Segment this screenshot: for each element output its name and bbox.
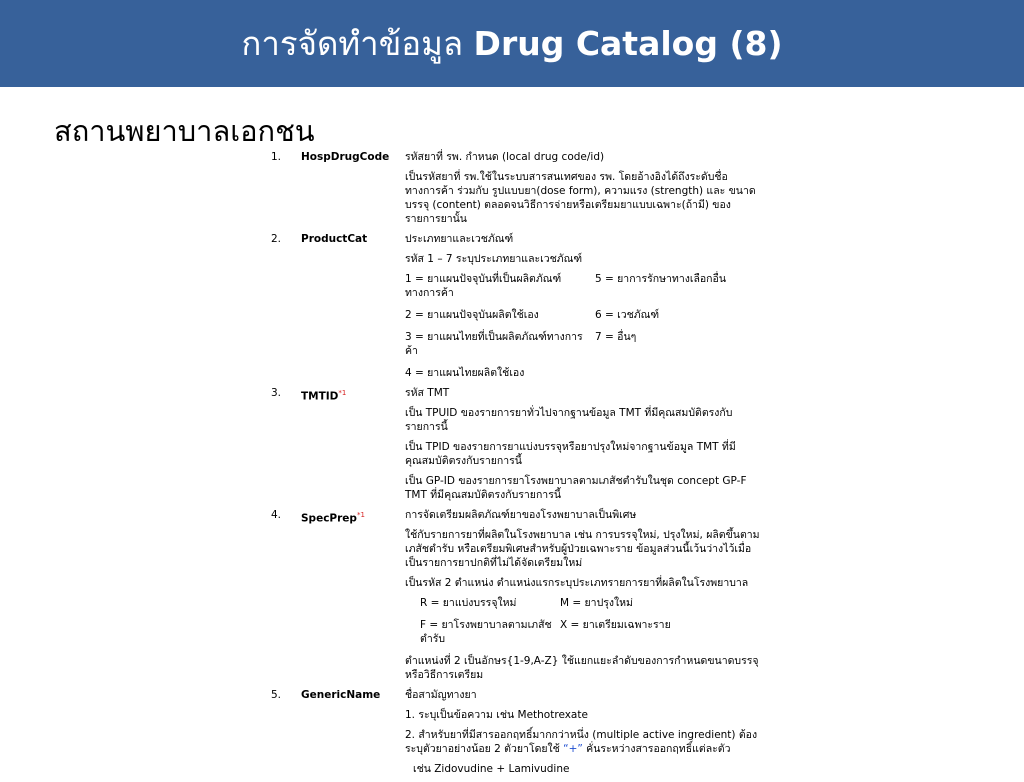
code-table — [405, 596, 761, 646]
list-item — [271, 688, 761, 776]
code-entry: 3 = ยาแผนไทยที่เป็นผลิตภัณฑ์ทางการค้า — [405, 331, 583, 357]
code-entry — [595, 366, 755, 380]
section-subtitle: สถานพยาบาลเอกชน — [54, 114, 315, 148]
field-detail: รหัส 1 – 7 ระบุประเภทยาและเวชภัณฑ์ — [405, 253, 583, 265]
field-detail: ใช้กับรายการยาที่ผลิตในโรงพยาบาล เช่น การบรรจุใหม่, ปรุงใหม่, ผลิตขึ้นตามเภสัชตำรับ หรือเตรียมพิเศษสำหรับผู้ป่วยเฉพาะราย ข้อมูลส่วนนี้เว้นว่างไว้เมื่อเป็นรายการยาปกติที่ไม่ได้จัดเตรียมใหม่ — [405, 529, 760, 569]
detail-text: คั่นระหว่างสารออกฤทธิ์แต่ละตัว — [582, 743, 731, 755]
code-entry: 1 = ยาแผนปัจจุบันที่เป็นผลิตภัณฑ์ทางการค้า — [405, 273, 562, 299]
field-example: เช่น Zidovudine + Lamivudine — [413, 763, 570, 775]
code-entry: F = ยาโรงพยาบาลตามเภสัชตำรับ — [420, 619, 552, 645]
field-detail: เป็น GP-ID ของรายการยาโรงพยาบาลตามเภสัชตำรับในชุด concept GP-F TMT ที่มีคุณสมบัติตรงกับรายการนี้ — [405, 475, 747, 501]
title-prefix: การจัดทำข้อมูล — [241, 24, 474, 63]
footnote-marker: *1 — [356, 511, 365, 519]
item-number: 4. — [271, 509, 282, 521]
field-description: รหัสยาที่ รพ. กำหนด (local drug code/id) — [405, 151, 605, 163]
field-name-text: TMTID — [301, 390, 339, 403]
field-detail: เป็นรหัสยาที่ รพ.ใช้ในระบบสารสนเทศของ รพ. โดยอ้างอิงได้ถึงระดับชื่อทางการค้า ร่วมกับ รูปแบบยา(dose form), ความแรง (strength) และ ขนาดบรรจุ (content) ตลอดจนวิธีการจ่ายหรือเตรียมยาแบบเฉพาะ(ถ้ามี) ของรายการยานั้น — [405, 171, 756, 225]
code-entry: 5 = ยาการรักษาทางเลือกอื่น — [595, 273, 727, 285]
code-entry: 6 = เวชภัณฑ์ — [595, 309, 660, 321]
field-detail: เป็น TPUID ของรายการยาทั่วไปจากฐานข้อมูล TMT ที่มีคุณสมบัติตรงกับรายการนี้ — [405, 407, 733, 433]
header-bar — [0, 0, 1024, 87]
field-description: การจัดเตรียมผลิตภัณฑ์ยาของโรงพยาบาลเป็นพิเศษ — [405, 509, 637, 521]
field-name-text: SpecPrep — [301, 512, 357, 525]
field-name — [301, 386, 346, 404]
field-detail: 1. ระบุเป็นข้อความ เช่น Methotrexate — [405, 709, 588, 721]
list-item — [271, 232, 761, 380]
field-detail — [405, 728, 761, 756]
detail-text: 2. สำหรับยาที่มีสารออกฤทธิ์มากกว่าหนึ่ง (multiple active ingredient) ต้องระบุตัวยาอย่างน้อย 2 ตัวยาโดยใช้ — [405, 729, 758, 755]
code-entry: X = ยาเตรียมเฉพาะราย — [560, 619, 671, 631]
field-detail: เป็น TPID ของรายการยาแบ่งบรรจุหรือยาปรุงใหม่จากฐานข้อมูล TMT ที่มีคุณสมบัติตรงกับรายการนี้ — [405, 441, 736, 467]
code-entry: M = ยาปรุงใหม่ — [560, 597, 633, 609]
code-entry: R = ยาแบ่งบรรจุใหม่ — [420, 597, 517, 609]
item-number: 1. — [271, 151, 282, 163]
title-bold: Drug Catalog (8) — [473, 24, 783, 63]
field-description: ชื่อสามัญทางยา — [405, 689, 477, 701]
item-number: 2. — [271, 233, 282, 245]
document-image — [271, 150, 761, 782]
item-number: 3. — [271, 387, 282, 399]
list-item — [271, 386, 761, 502]
field-name: HospDrugCode — [301, 151, 390, 163]
code-entry: 2 = ยาแผนปัจจุบันผลิตใช้เอง — [405, 309, 539, 321]
field-name: GenericName — [301, 689, 381, 701]
field-name: ProductCat — [301, 233, 368, 245]
code-entry: 7 = อื่นๆ — [595, 331, 637, 343]
field-description: รหัส TMT — [405, 387, 450, 399]
plus-separator: “+” — [563, 743, 583, 755]
field-description: ประเภทยาและเวชภัณฑ์ — [405, 233, 514, 245]
footnote-marker: *1 — [338, 389, 347, 397]
field-detail: ตำแหน่งที่ 2 เป็นอักษร{1-9,A-Z} ใช้แยกแยะลำดับของการกำหนดขนาดบรรจุหรือวิธีการเตรียม — [405, 655, 759, 681]
code-table — [405, 272, 761, 380]
page-title — [241, 17, 782, 70]
list-item — [271, 150, 761, 226]
list-item — [271, 508, 761, 682]
field-detail: เป็นรหัส 2 ตำแหน่ง ตำแหน่งแรกระบุประเภทรายการยาที่ผลิตในโรงพยาบาล — [405, 577, 749, 589]
field-name — [301, 508, 365, 526]
item-number: 5. — [271, 689, 282, 701]
code-entry: 4 = ยาแผนไทยผลิตใช้เอง — [405, 367, 525, 379]
